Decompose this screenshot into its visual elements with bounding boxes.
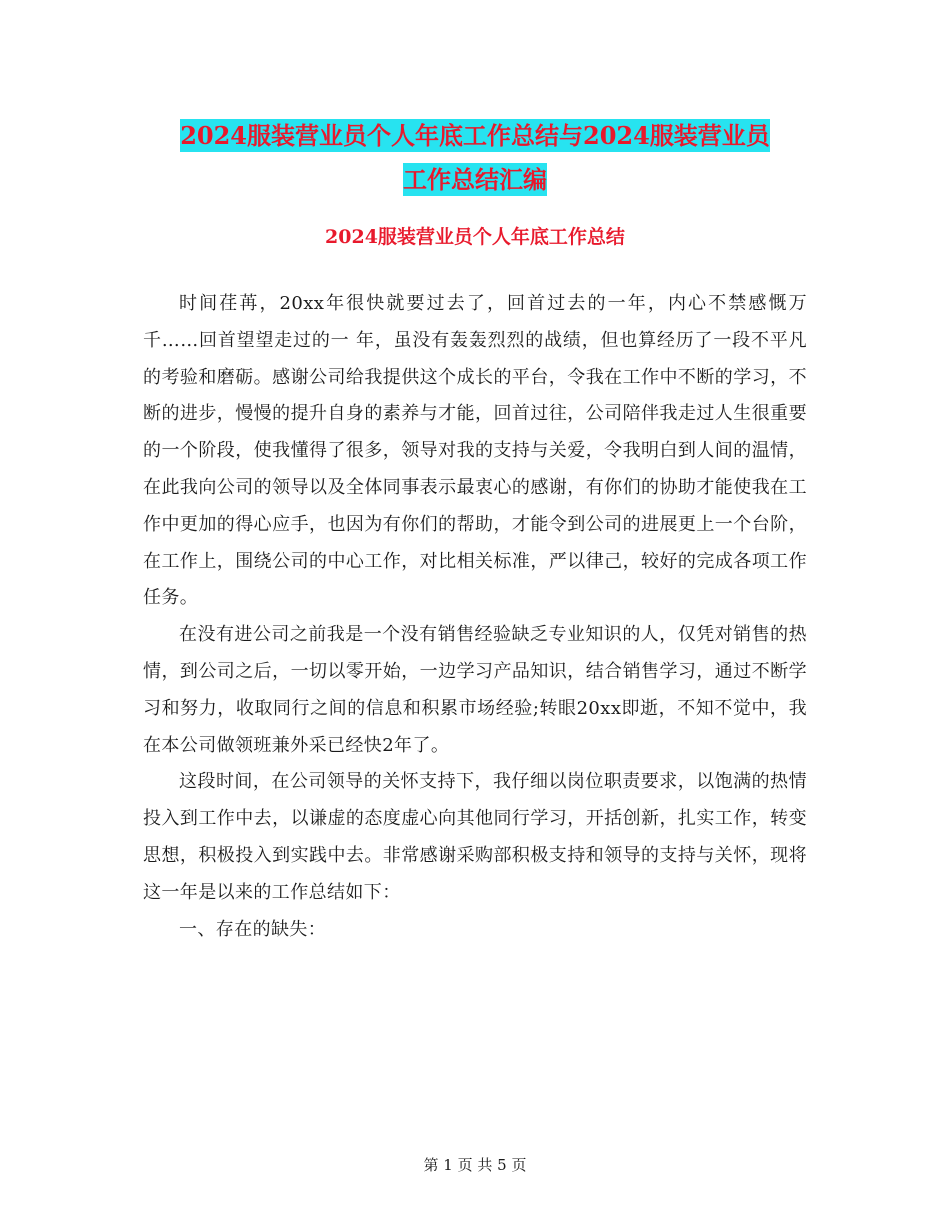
section-title: 2024服装营业员个人年底工作总结: [325, 226, 625, 248]
paragraph-1: 时间荏苒，20xx年很快就要过去了，回首过去的一年，内心不禁感慨万千……回首望望走过的一 年，虽没有轰轰烈烈的战绩，但也算经历了一段不平凡的考验和磨砺。感谢公司给我提供这个成长的平台，令我在工作中不断的学习，不断的进步，慢慢的提升自身的素养与才能，回首过往，公司陪伴我走过人生很重要的一个阶段，使我懂得了很多，领导对我的支持与关爱，令我明白到人间的温情，在此我向公司的领导以及全体同事表示最衷心的感谢，有你们的协助才能使我在工作中更加的得心应手，也因为有你们的帮助，才能令到公司的进展更上一个台阶，在工作上，围绕公司的中心工作，对比相关标准，严以律己，较好的完成各项工作任务。: [143, 293, 807, 609]
title-line-2: 工作总结汇编: [403, 165, 547, 194]
document-body: [143, 286, 807, 948]
title-line-1: 2024服装营业员个人年底工作总结与2024服装营业员: [180, 121, 770, 150]
paragraph-3: 这段时间，在公司领导的关怀支持下，我仔细以岗位职责要求，以饱满的热情投入到工作中去，以谦虚的态度虚心向其他同行学习，开括创新，扎实工作，转变思想，积极投入到实践中去。非常感谢采购部积极支持和领导的支持与关怀，现将这一年是以来的工作总结如下：: [143, 771, 807, 903]
document-title: [0, 114, 950, 202]
paragraph-2: 在没有进公司之前我是一个没有销售经验缺乏专业知识的人，仅凭对销售的热情，到公司之后，一切以零开始，一边学习产品知识，结合销售学习，通过不断学习和努力，收取同行之间的信息和积累市场经验;转眼20xx即逝，不知不觉中，我在本公司做领班兼外采已经快2年了。: [143, 624, 807, 756]
paragraph-4-heading: 一、存在的缺失：: [179, 918, 327, 940]
page-footer: 第 1 页 共 5 页: [423, 1156, 527, 1174]
